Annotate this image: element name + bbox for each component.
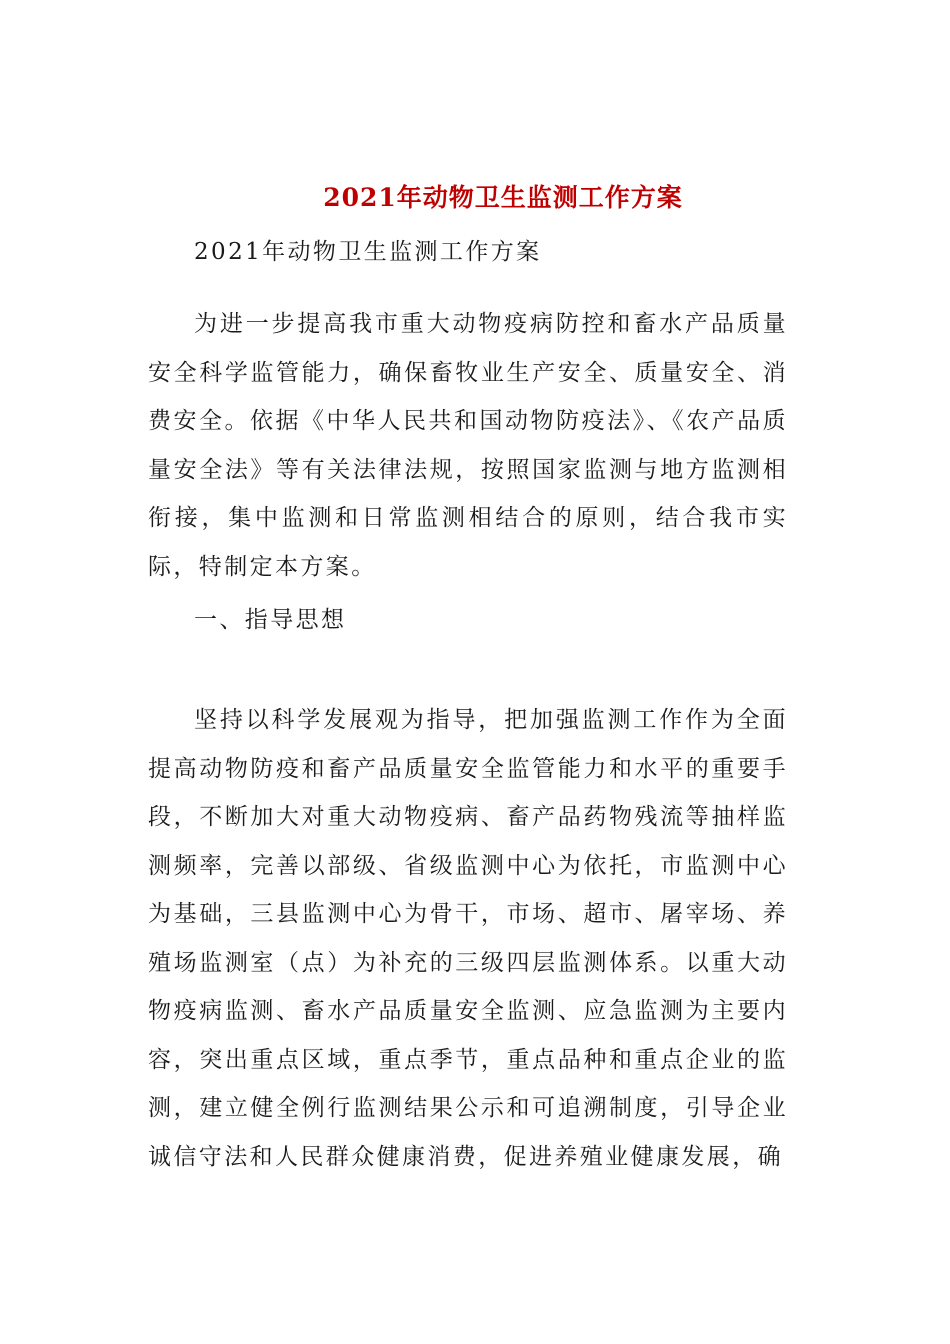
intro-paragraph: 为进一步提高我市重大动物疫病防控和畜水产品质量安全科学监管能力，确保畜牧业生产安全、质量安全、消费安全。依据《中华人民共和国动物防疫法》、《农产品质量安全法》等有关法律法规，按照国家监测与地方监测相衔接，集中监测和日常监测相结合的原则，结合我市实际，特制定本方案。	[148, 311, 788, 580]
document-title: 2021年动物卫生监测工作方案	[323, 183, 683, 212]
section-heading-guiding-ideology: 一、指导思想	[194, 607, 347, 633]
document-subtitle: 2021年动物卫生监测工作方案	[194, 239, 542, 265]
guiding-ideology-paragraph: 坚持以科学发展观为指导，把加强监测工作作为全面提高动物防疫和畜产品质量安全监管能力和水平的重要手段，不断加大对重大动物疫病、畜产品药物残流等抽样监测频率，完善以部级、省级监测中心为依托，市监测中心为基础，三县监测中心为骨干，市场、超市、屠宰场、养殖场监测室（点）为补充的三级四层监测体系。以重大动物疫病监测、畜水产品质量安全监测、应急监测为主要内容，突出重点区域，重点季节，重点品种和重点企业的监测，建立健全例行监测结果公示和可追溯制度，引导企业诚信守法和人民群众健康消费，促进养殖业健康发展，确	[148, 707, 788, 1170]
